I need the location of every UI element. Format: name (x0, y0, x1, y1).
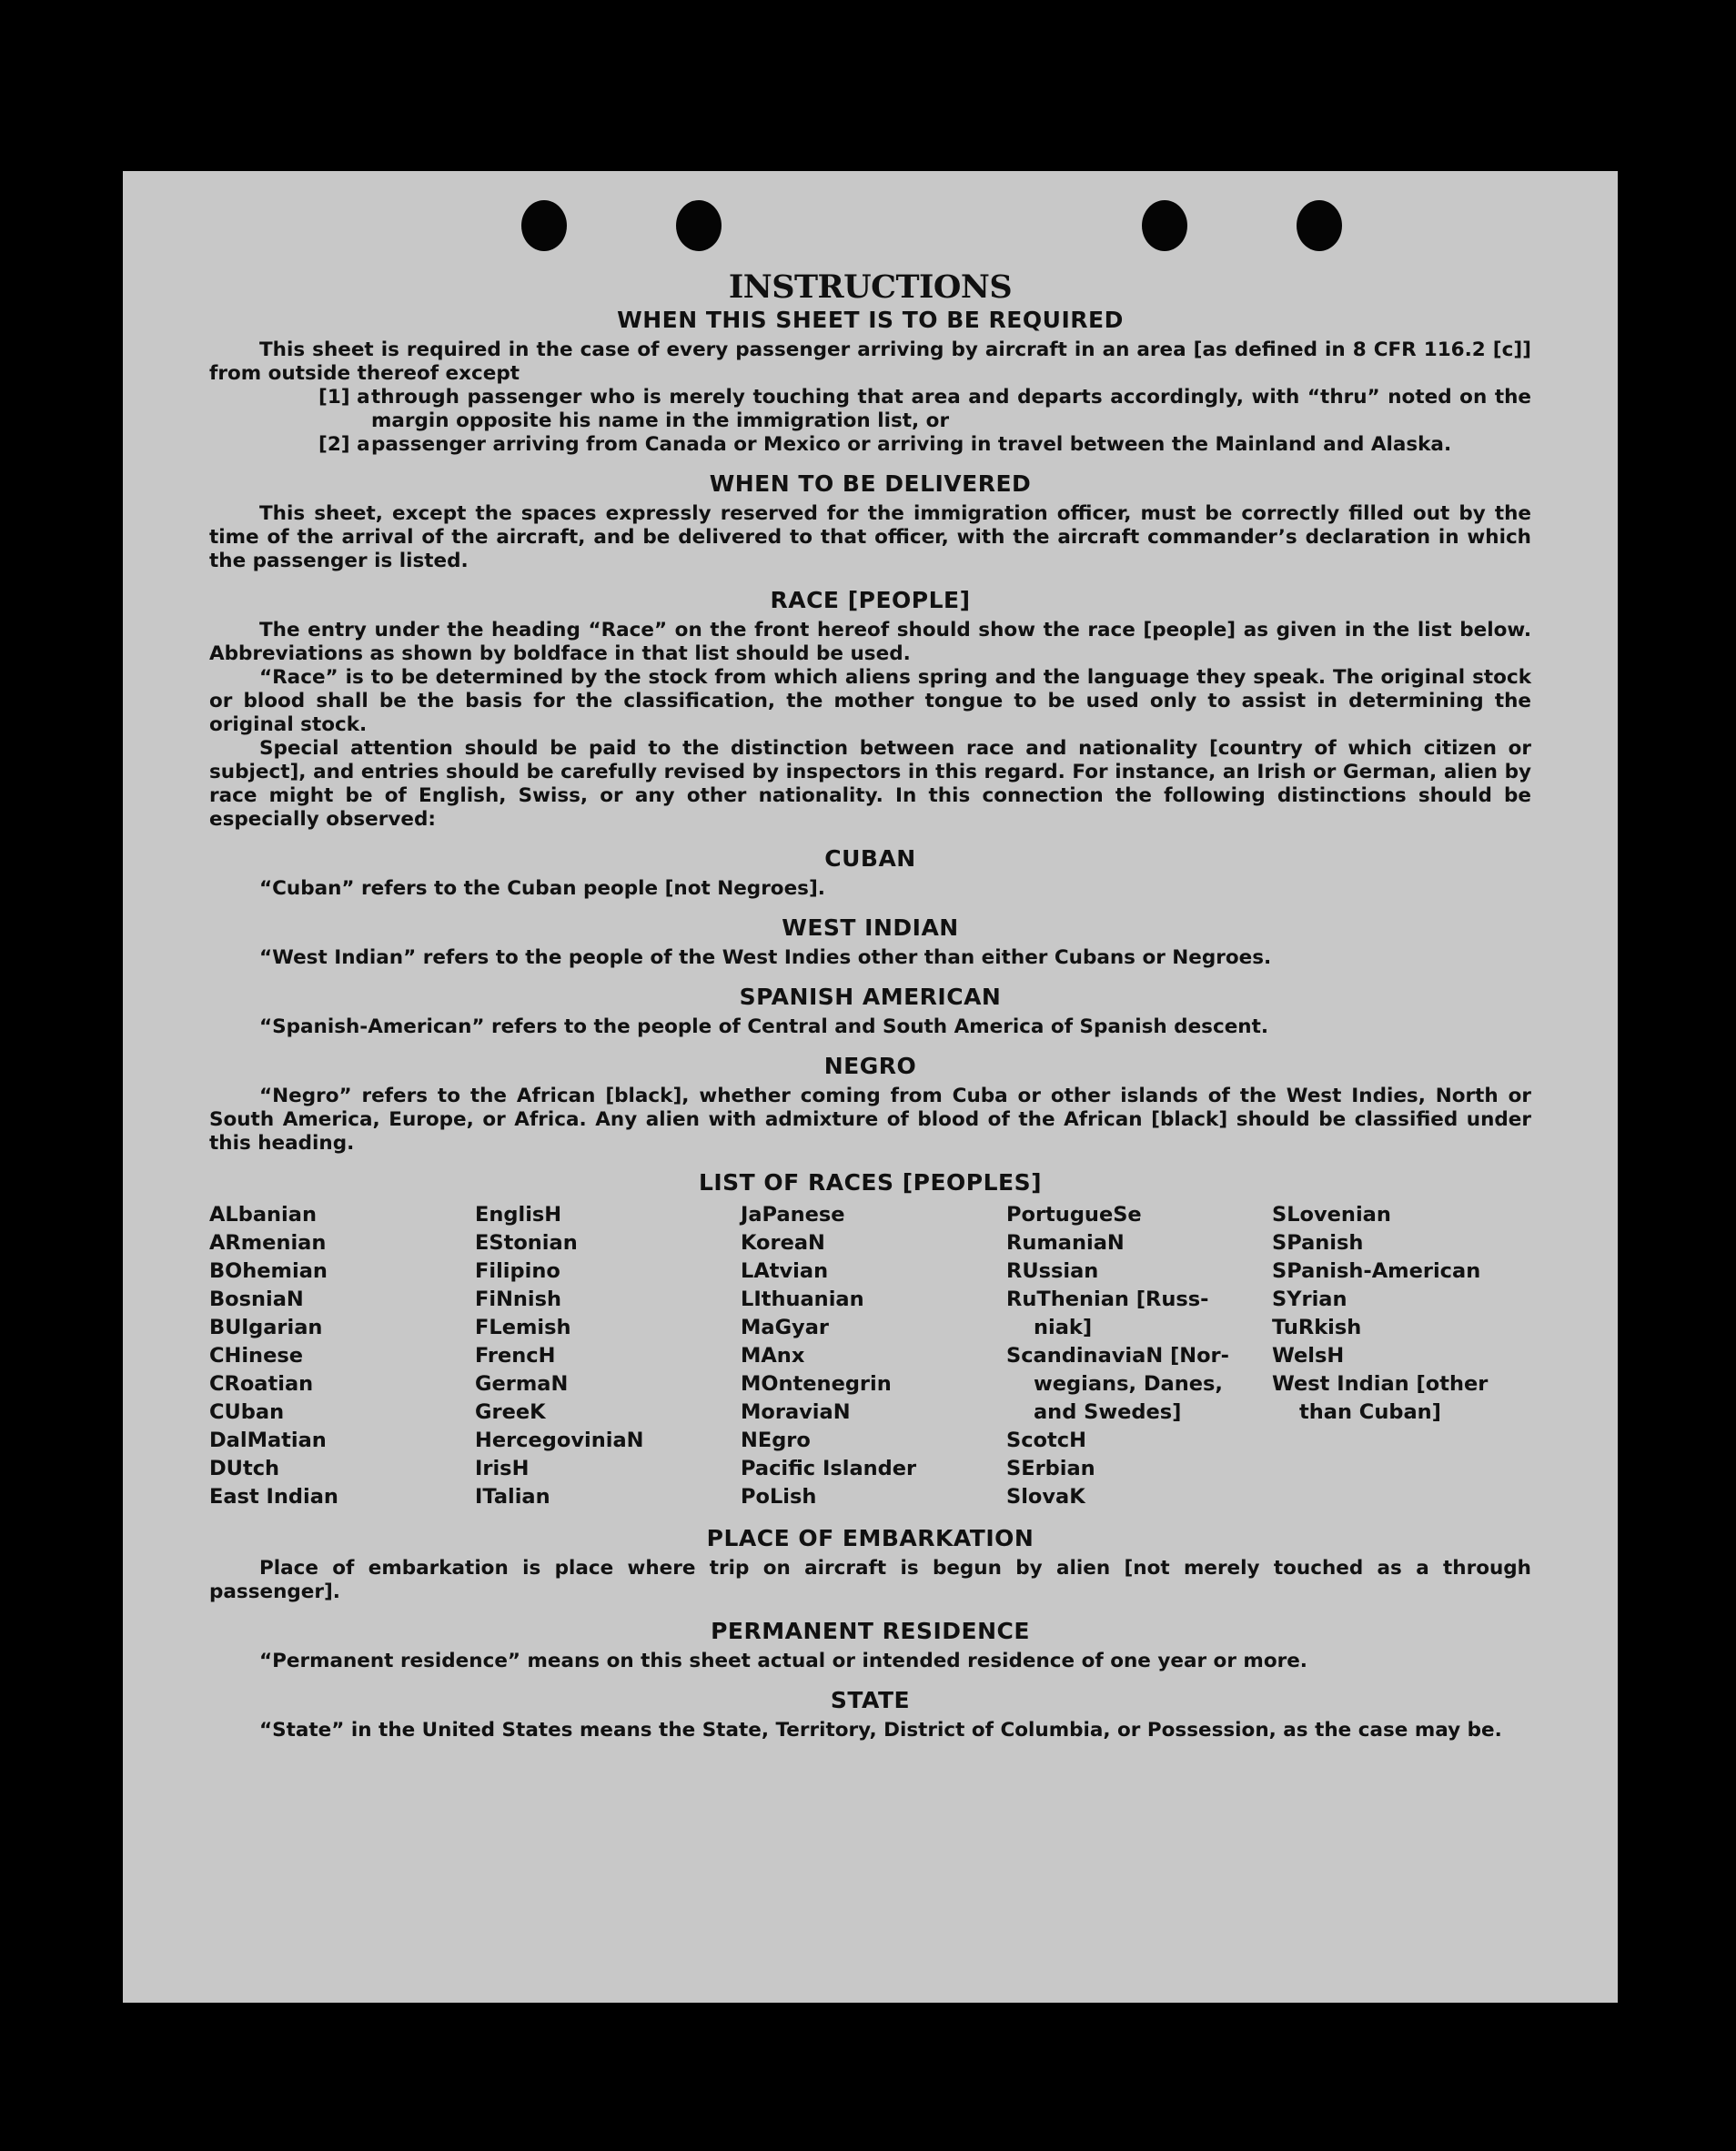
list-item-exception-1 (209, 386, 1531, 433)
list-item: WelsH (1272, 1344, 1345, 1368)
list-item: MaGyar (741, 1316, 829, 1339)
list-item: RUssian (1006, 1259, 1099, 1283)
paragraph-race-2: “Race” is to be determined by the stock from which aliens spring and the language they speak. The original stock or blood shall be the basis for the classification, the mother tongue to be used only to assist in determining the original stock. (209, 666, 1531, 736)
race-column-5 (1272, 1201, 1538, 1511)
paragraph-delivered: This sheet, except the spaces expressly reserved for the immigration officer, must be correctly filled out by the time of the arrival of the aircraft, and be delivered to that officer, with the aircraft commander’s declaration in which the passenger is listed. (209, 502, 1531, 572)
list-item: GermaN (475, 1372, 569, 1396)
heading-list-of-races: LIST OF RACES [PEOPLES] (698, 1169, 1043, 1196)
list-item: DUtch (209, 1457, 280, 1480)
list-item: KoreaN (741, 1231, 825, 1255)
heading-west-indian: WEST INDIAN (782, 914, 959, 941)
list-item-exception-2 (209, 433, 1531, 457)
punch-hole (1297, 200, 1342, 251)
list-item: RuThenian [Russ- (1006, 1288, 1209, 1311)
item-number: [2] a (318, 433, 370, 456)
race-column-1 (209, 1201, 475, 1511)
paragraph-embarkation: Place of embarkation is place where trip on aircraft is begun by alien [not merely touched as a through passenger]. (209, 1557, 1531, 1603)
list-item: SErbian (1006, 1457, 1095, 1480)
instruction-sheet (123, 171, 1618, 2003)
list-item: wegians, Danes, (1034, 1372, 1223, 1396)
list-item: than Cuban] (1299, 1400, 1441, 1424)
race-column-3 (741, 1201, 1006, 1511)
list-item: FiNnish (475, 1288, 562, 1311)
paragraph-cuban: “Cuban” refers to the Cuban people [not Negroes]. (259, 877, 825, 900)
list-item: SLovenian (1272, 1203, 1391, 1227)
list-item: JaPanese (741, 1203, 845, 1227)
page-title: INSTRUCTIONS (728, 268, 1013, 306)
paragraph-negro: “Negro” refers to the African [black], whether coming from Cuba or other islands of the West Indies, North or South America, Europe, or Africa. Any alien with admixture of blood of the African [black] should be classified under this heading. (209, 1085, 1531, 1155)
list-item: ScotcH (1006, 1429, 1086, 1452)
list-item: BOhemian (209, 1259, 328, 1283)
list-item: ALbanian (209, 1203, 317, 1227)
paragraph-required-intro: This sheet is required in the case of every passenger arriving by aircraft in an area [as defined in 8 CFR 116.2 [c]] from outside thereof except (209, 338, 1531, 385)
paragraph-race-3: Special attention should be paid to the distinction between race and nationality [country of which citizen or subject], and entries should be carefully revised by inspectors in this regard. For instance, an Irish or German, alien by race might be of English, Swiss, or any other nationality. In this connection the following distinctions should be especially observed: (209, 737, 1531, 831)
paragraph-west-indian: “West Indian” refers to the people of the West Indies other than either Cubans or Negroes. (259, 946, 1272, 969)
list-item: GreeK (475, 1400, 546, 1424)
list-item: SYrian (1272, 1288, 1347, 1311)
list-item: RumaniaN (1006, 1231, 1125, 1255)
heading-delivered: WHEN TO BE DELIVERED (709, 470, 1032, 497)
list-item: LAtvian (741, 1259, 829, 1283)
race-list (209, 1201, 1531, 1511)
heading-embarkation: PLACE OF EMBARKATION (706, 1525, 1035, 1551)
list-item: ScandinaviaN [Nor- (1006, 1344, 1229, 1368)
punch-hole (676, 200, 722, 251)
list-item: NEgro (741, 1429, 811, 1452)
list-item: Filipino (475, 1259, 560, 1283)
paragraph-permanent-residence: “Permanent residence” means on this sheet actual or intended residence of one year or more. (259, 1650, 1307, 1672)
list-item: Pacific Islander (741, 1457, 917, 1480)
list-item: EnglisH (475, 1203, 562, 1227)
list-item: TuRkish (1272, 1316, 1362, 1339)
list-item: FrencH (475, 1344, 556, 1368)
list-item: MOntenegrin (741, 1372, 892, 1396)
paragraph-spanish-american: “Spanish-American” refers to the people of Central and South America of Spanish descent. (259, 1015, 1269, 1038)
punch-hole (521, 200, 567, 251)
race-column-2 (475, 1201, 741, 1511)
list-item: PoLish (741, 1485, 817, 1509)
heading-negro: NEGRO (823, 1053, 917, 1079)
heading-permanent-residence: PERMANENT RESIDENCE (711, 1618, 1030, 1644)
list-item: SPanish (1272, 1231, 1364, 1255)
list-item: BUlgarian (209, 1316, 323, 1339)
list-item: FLemish (475, 1316, 571, 1339)
list-item: DalMatian (209, 1429, 327, 1452)
list-item: EStonian (475, 1231, 578, 1255)
list-item: ITalian (475, 1485, 550, 1509)
paragraph-state: “State” in the United States means the State, Territory, District of Columbia, or Possession, as the case may be. (259, 1719, 1502, 1742)
list-item: CRoatian (209, 1372, 314, 1396)
list-item: HercegoviniaN (475, 1429, 644, 1452)
race-column-4 (1006, 1201, 1272, 1511)
heading-race: RACE [PEOPLE] (770, 587, 971, 613)
heading-required: WHEN THIS SHEET IS TO BE REQUIRED (617, 307, 1124, 333)
heading-state: STATE (830, 1687, 911, 1713)
list-item: IrisH (475, 1457, 530, 1480)
list-item: MoraviaN (741, 1400, 851, 1424)
list-item: LIthuanian (741, 1288, 864, 1311)
item-text: through passenger who is merely touching that area and departs accordingly, with “thru” noted on the margin opposite his name in the immigration list, or (371, 386, 1531, 432)
list-item: CUban (209, 1400, 285, 1424)
list-item: West Indian [other (1272, 1372, 1489, 1396)
list-item: PortugueSe (1006, 1203, 1142, 1227)
list-item: CHinese (209, 1344, 303, 1368)
list-item: SPanish-American (1272, 1259, 1481, 1283)
list-item: ARmenian (209, 1231, 327, 1255)
list-item: BosniaN (209, 1288, 304, 1311)
list-item: and Swedes] (1034, 1400, 1182, 1424)
item-text: passenger arriving from Canada or Mexico or arriving in travel between the Mainland and Alaska. (371, 433, 1452, 456)
punch-hole (1142, 200, 1187, 251)
item-number: [1] a (318, 386, 370, 409)
list-item: SlovaK (1006, 1485, 1085, 1509)
list-item: niak] (1034, 1316, 1093, 1339)
paragraph-race-1: The entry under the heading “Race” on the front hereof should show the race [people] as given in the list below. Abbreviations as shown by boldface in that list should be used. (209, 619, 1531, 665)
heading-cuban: CUBAN (824, 845, 916, 872)
list-item: East Indian (209, 1485, 338, 1509)
heading-spanish-american: SPANISH AMERICAN (739, 984, 1002, 1010)
list-item: MAnx (741, 1344, 805, 1368)
